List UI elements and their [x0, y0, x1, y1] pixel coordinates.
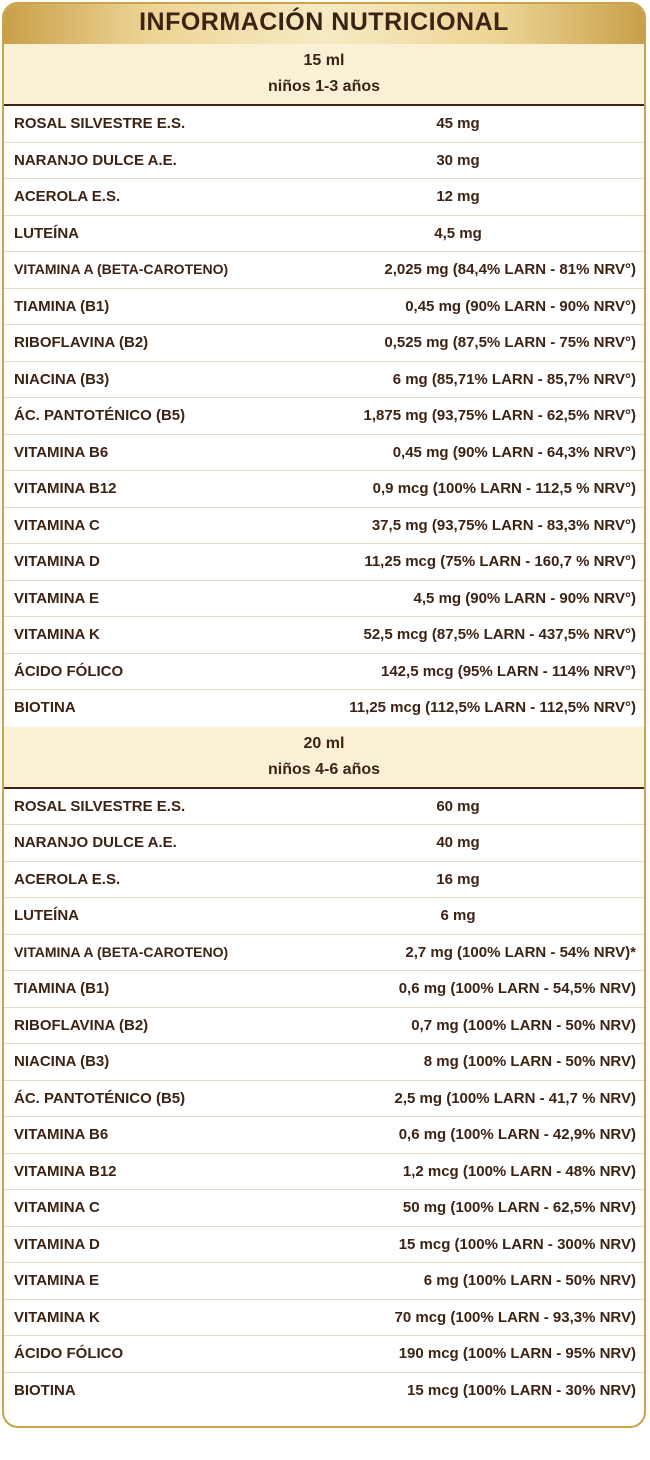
ingredient-name: RIBOFLAVINA (B2) [14, 1016, 149, 1034]
table-row [4, 1373, 644, 1410]
table-row [4, 106, 644, 143]
table-row [4, 362, 644, 399]
table-row [4, 971, 644, 1008]
section-rows [4, 789, 644, 1410]
section-header [4, 727, 644, 789]
table-row [4, 252, 644, 289]
ingredient-value: 2,5 mg (100% LARN - 41,7 % NRV) [394, 1089, 636, 1107]
ingredient-name: ÁCIDO FÓLICO [14, 1345, 124, 1362]
ingredient-value: 2,7 mg (100% LARN - 54% NRV)* [405, 943, 636, 961]
table-row [4, 1300, 644, 1337]
ingredient-value: 4,5 mg (90% LARN - 90% NRV°) [413, 589, 636, 607]
table-row [4, 898, 644, 935]
table-row [4, 289, 644, 326]
ingredient-name: ÁC. PANTOTÉNICO (B5) [14, 407, 186, 424]
ingredient-name: VITAMINA E [14, 1272, 99, 1289]
ingredient-name: NIACINA (B3) [14, 1053, 110, 1070]
age-group-label: niños 1-3 años [267, 78, 381, 95]
ingredient-value: 2,025 mg (84,4% LARN - 81% NRV°) [384, 261, 636, 278]
ingredient-value: 142,5 mcg (95% LARN - 114% NRV°) [381, 662, 636, 680]
ingredient-name: NARANJO DULCE A.E. [14, 151, 177, 169]
table-row [4, 1263, 644, 1300]
ingredient-value: 8 mg (100% LARN - 50% NRV) [423, 1053, 636, 1070]
ingredient-value: 0,9 mcg (100% LARN - 112,5 % NRV°) [372, 480, 636, 497]
ingredient-value: 190 mcg (100% LARN - 95% NRV) [398, 1345, 636, 1362]
table-row [4, 789, 644, 826]
ingredient-name: ÁC. PANTOTÉNICO (B5) [14, 1089, 186, 1107]
ingredient-value: 0,525 mg (87,5% LARN - 75% NRV°) [384, 334, 636, 351]
dose-label: 20 ml [303, 734, 345, 752]
ingredient-name: VITAMINA B12 [14, 480, 117, 497]
table-row [4, 1336, 644, 1373]
ingredient-name: ÁCIDO FÓLICO [14, 662, 124, 680]
nutrition-table-card [2, 2, 646, 1428]
ingredient-value: 6 mg [440, 907, 476, 924]
ingredient-value: 15 mcg (100% LARN - 300% NRV) [398, 1235, 636, 1253]
ingredient-name: VITAMINA B6 [14, 443, 109, 461]
table-row [4, 862, 644, 899]
table-row [4, 581, 644, 618]
ingredient-name: TIAMINA (B1) [14, 297, 110, 315]
ingredient-value: 30 mg [436, 151, 480, 169]
ingredient-value: 11,25 mcg (75% LARN - 160,7 % NRV°) [364, 553, 636, 570]
ingredient-name: RIBOFLAVINA (B2) [14, 334, 149, 351]
ingredient-value: 70 mcg (100% LARN - 93,3% NRV) [394, 1308, 636, 1326]
ingredient-name: VITAMINA C [14, 1199, 100, 1216]
table-row [4, 654, 644, 691]
ingredient-value: 50 mg (100% LARN - 62,5% NRV) [402, 1199, 636, 1216]
ingredient-value: 0,45 mg (90% LARN - 90% NRV°) [405, 297, 636, 315]
ingredient-name: VITAMINA D [14, 553, 100, 570]
ingredient-value: 12 mg [436, 188, 480, 205]
sections-container [4, 44, 644, 1409]
table-row [4, 325, 644, 362]
section-rows [4, 106, 644, 727]
title-bar [4, 4, 644, 44]
table-row [4, 1081, 644, 1118]
ingredient-name: ROSAL SILVESTRE E.S. [14, 115, 186, 132]
table-row [4, 1227, 644, 1264]
table-row [4, 1117, 644, 1154]
age-group-label: niños 4-6 años [267, 760, 381, 778]
ingredient-name: LUTEÍNA [14, 907, 79, 924]
table-row [4, 179, 644, 216]
ingredient-name: ROSAL SILVESTRE E.S. [14, 797, 186, 815]
ingredient-name: VITAMINA B12 [14, 1162, 117, 1180]
ingredient-value: 1,875 mg (93,75% LARN - 62,5% NRV°) [363, 407, 636, 424]
ingredient-value: 40 mg [436, 834, 480, 851]
ingredient-name: VITAMINA K [14, 626, 100, 643]
ingredient-name: VITAMINA A (BETA-CAROTENO) [14, 943, 229, 960]
ingredient-value: 15 mcg (100% LARN - 30% NRV) [407, 1381, 636, 1399]
table-row [4, 216, 644, 253]
table-row [4, 1154, 644, 1191]
ingredient-name: NARANJO DULCE A.E. [14, 834, 177, 851]
ingredient-name: VITAMINA A (BETA-CAROTENO) [14, 261, 229, 277]
ingredient-name: ACEROLA E.S. [14, 870, 121, 888]
table-row [4, 935, 644, 972]
ingredient-name: BIOTINA [14, 699, 76, 716]
table-row [4, 690, 644, 727]
ingredient-name: BIOTINA [14, 1381, 76, 1399]
dose-label: 15 ml [303, 52, 345, 69]
ingredient-name: VITAMINA D [14, 1235, 100, 1253]
ingredient-value: 52,5 mcg (87,5% LARN - 437,5% NRV°) [363, 626, 636, 643]
ingredient-name: ACEROLA E.S. [14, 188, 121, 205]
table-row [4, 435, 644, 472]
ingredient-name: NIACINA (B3) [14, 370, 110, 388]
ingredient-value: 0,45 mg (90% LARN - 64,3% NRV°) [392, 443, 636, 461]
ingredient-value: 0,6 mg (100% LARN - 42,9% NRV) [398, 1126, 636, 1143]
table-row [4, 471, 644, 508]
ingredient-name: VITAMINA E [14, 589, 99, 607]
ingredient-value: 4,5 mg [434, 224, 482, 242]
ingredient-value: 37,5 mg (93,75% LARN - 83,3% NRV°) [371, 516, 636, 534]
table-row [4, 508, 644, 545]
ingredient-value: 11,25 mcg (112,5% LARN - 112,5% NRV°) [349, 699, 636, 716]
ingredient-value: 1,2 mcg (100% LARN - 48% NRV) [402, 1162, 636, 1180]
table-row [4, 825, 644, 862]
ingredient-value: 60 mg [436, 797, 480, 815]
ingredient-name: LUTEÍNA [14, 224, 79, 242]
table-row [4, 1008, 644, 1045]
ingredient-value: 0,6 mg (100% LARN - 54,5% NRV) [398, 980, 636, 997]
table-row [4, 544, 644, 581]
ingredient-value: 6 mg (85,71% LARN - 85,7% NRV°) [392, 370, 636, 388]
ingredient-value: 6 mg (100% LARN - 50% NRV) [423, 1272, 636, 1289]
table-row [4, 617, 644, 654]
ingredient-value: 0,7 mg (100% LARN - 50% NRV) [411, 1016, 636, 1034]
page-title: INFORMACIÓN NUTRICIONAL [139, 8, 509, 36]
table-row [4, 1190, 644, 1227]
table-row [4, 1044, 644, 1081]
ingredient-name: TIAMINA (B1) [14, 980, 110, 997]
section-header [4, 44, 644, 106]
ingredient-value: 45 mg [436, 115, 480, 132]
table-row [4, 143, 644, 180]
ingredient-name: VITAMINA B6 [14, 1126, 109, 1143]
ingredient-name: VITAMINA C [14, 516, 100, 534]
table-row [4, 398, 644, 435]
ingredient-value: 16 mg [436, 870, 480, 888]
ingredient-name: VITAMINA K [14, 1308, 100, 1326]
